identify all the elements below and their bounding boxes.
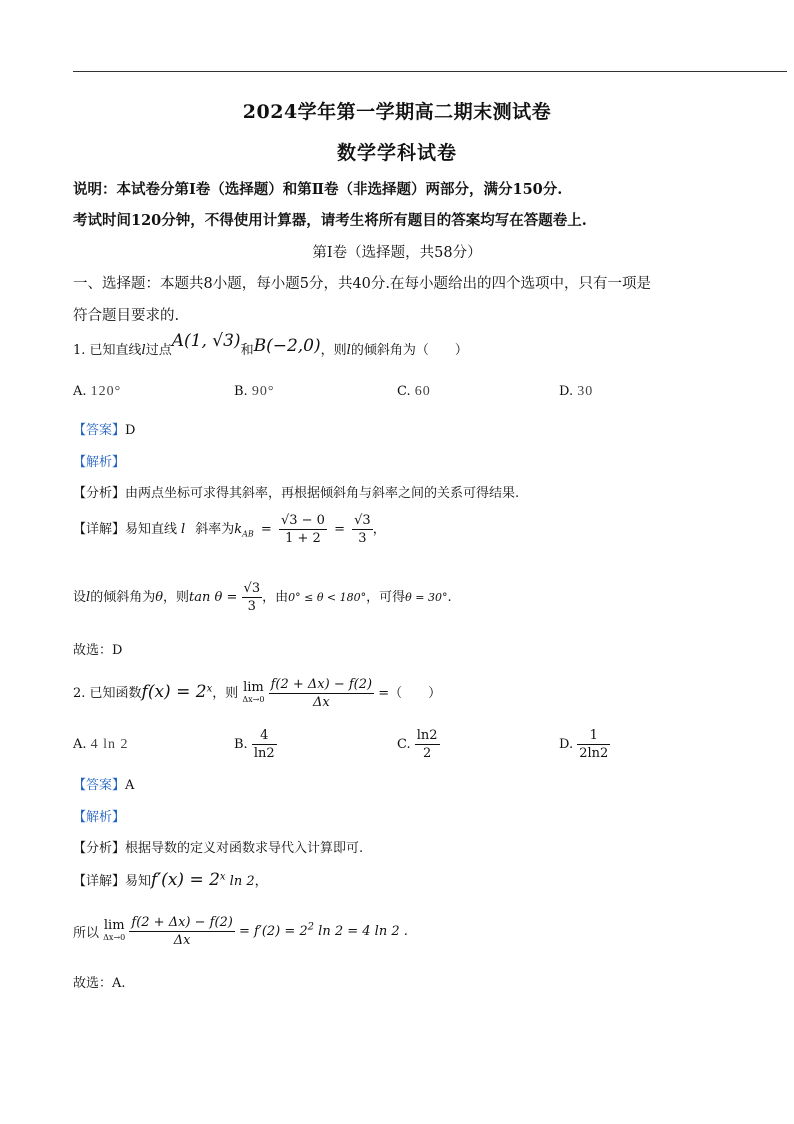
q1-answer: [73, 419, 135, 438]
q2-option-c[interactable]: C. $\frac{\ln 2}{2}$: [397, 728, 438, 761]
q1-step-2: 设l的倾斜角为θ，则tan θ = $\frac{√3}{3}$ ，由0° ≤ θ < 180°，可得θ = 30°.: [73, 581, 452, 614]
instruction-line-1: 说明：本试卷分第Ⅰ卷（选择题）和第Ⅱ卷（非选择题）两部分，满分150分.: [73, 181, 563, 198]
answer-label: 【答案】: [73, 423, 126, 438]
q1-mid: 过点: [145, 343, 172, 358]
q2-detail: 【详解】易知$f'(x) = 2^x$ ln 2，: [73, 870, 268, 890]
q1-tan-fraction: $\frac{√3}{3}$: [243, 581, 261, 614]
q2-fenxi: 【分析】根据导数的定义对函数求导代入计算即可.: [73, 841, 364, 856]
q2-option-a[interactable]: A. 4 ln 2: [73, 737, 129, 752]
q2-difference-quotient: $\frac{f(2 + \Delta x) - f(2)}{\Delta x}$: [270, 677, 373, 710]
q1-prefix: 1. 已知直线: [73, 343, 142, 358]
q2-choose: 故选：A.: [73, 976, 126, 991]
q1-suffix: ，则: [320, 343, 347, 358]
q1-option-a[interactable]: A. 120°: [73, 384, 122, 399]
q1-and: 和: [240, 343, 254, 358]
part1-title: 第Ⅰ卷（选择题，共58分）: [312, 245, 482, 261]
section-heading-line-1: 一、选择题：本题共8小题，每小题5分，共40分.在每小题给出的四个选项中，只有一项是: [73, 276, 652, 292]
q1-suffix-2: 的倾斜角为（ ）: [350, 343, 468, 358]
q2-stem: 2. 已知函数$f(x) = 2^x$，则 lim Δx→0 $\frac{f(2 + \Delta x) - f(2)}{\Delta x}$ =（ ）: [73, 677, 442, 710]
q1-choose: 故选：D: [73, 643, 123, 658]
section-heading-line-2: 符合题目要求的.: [73, 308, 180, 324]
q1-detail: 【详解】易知直线 l 斜率为$k_{AB}$ = $\frac{√3 - 0}{1 + 2}$ = $\frac{√3}{3}$ ，: [73, 513, 386, 546]
q1-var-l-2: l: [346, 343, 351, 358]
q2-answer: 【答案】A: [73, 778, 135, 793]
q1-stem: [73, 331, 468, 359]
q1-point-b: B(−2,0): [253, 336, 321, 356]
q1-option-b[interactable]: B. 90°: [234, 384, 275, 399]
q2-limit: lim Δx→0: [242, 679, 265, 704]
q2-result: 所以 lim Δx→0 $\frac{f(2 + \Delta x) - f(2)}{\Delta x}$ = $f'(2) = 2^2$ ln 2 = 4 ln 2 .: [73, 915, 408, 948]
q1-option-d[interactable]: D. 30: [559, 384, 594, 399]
q2-analysis-label: 【解析】: [73, 810, 126, 825]
q1-option-c[interactable]: C. 60: [397, 384, 431, 399]
q1-answer-value: D: [125, 423, 136, 438]
q1-analysis-label: 【解析】: [73, 455, 126, 470]
instruction-line-2: 考试时间120分钟，不得使用计算器，请考生将所有题目的答案均写在答题卷上.: [73, 212, 587, 229]
header-rule: [73, 71, 787, 72]
q1-slope-fraction: $\frac{√3 - 0}{1 + 2}$: [280, 513, 325, 546]
page-title: 2024学年第一学期高二期末测试卷: [242, 101, 552, 123]
q1-slope-simplified: $\frac{√3}{3}$: [354, 513, 371, 546]
q2-option-d[interactable]: D. $\frac{1}{2\ln 2}$: [559, 728, 609, 761]
q1-point-a: A(1, √3): [171, 331, 241, 351]
page-subtitle: 数学学科试卷: [336, 142, 457, 164]
q1-var-l: l: [141, 343, 146, 358]
q1-fenxi: 【分析】由两点坐标可求得其斜率，再根据倾斜角与斜率之间的关系可得结果.: [73, 486, 520, 501]
q2-option-b[interactable]: B. $\frac{4}{\ln 2}$: [234, 728, 275, 761]
